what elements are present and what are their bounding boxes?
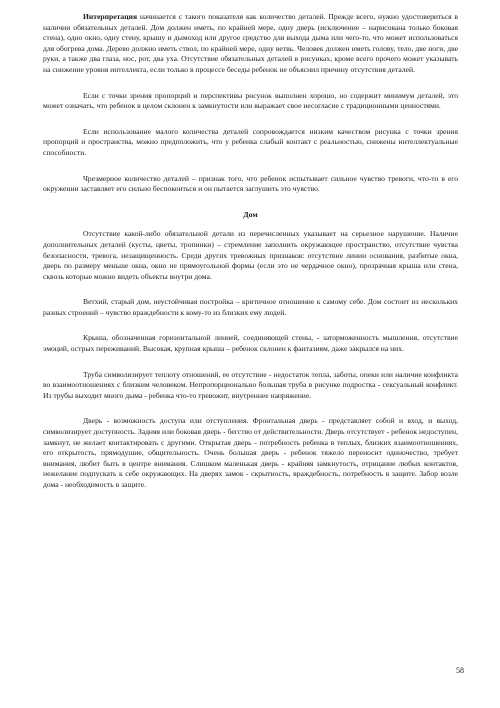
house-paragraph-old-house: Ветхий, старый дом, неустойчивая постройка – критичное отношение к самому себе. Дом состоит из нескольких разных строений – чувство враждебности к кому-то из близких ему людей.: [43, 297, 458, 317]
house-paragraph-chimney: Труба символизирует теплоту отношений, ее отсутствие - недостаток тепла, заботы, опеки или наличие конфликта во взаимоотношениях с близким человеком. Непропорционально большая труба в рисунке подростка - сексуальный конфликт. Из трубы выходит много дыма - ребенка что-то тревожит, внутреннее напряжение.: [43, 369, 458, 400]
paragraph-few-details: Если с точки зрения пропорций и перспективы рисунок выполнен хорошо, но содержит минимум деталей, это может означать, что ребенок в целом склонен к замкнутости или выражает свое несогласие с традиционными ценностями.: [43, 90, 458, 111]
page-number: 58: [456, 666, 464, 675]
intro-paragraph: [43, 12, 458, 76]
paragraph-low-quality: Если использование малого количества деталей сопровождается низким качеством рисунка с точки зрения пропорций и пространства, можно предположить, что у ребенка слабый контакт с реальностью, снижены интеллектуальные способности.: [43, 126, 458, 157]
paragraph-excess-details: Чрезмерное количество деталей – признак того, что ребенок испытывает сильное чувство тревоги, что-то в его окружении заставляет его сильно беспокоиться и он пытается заглушить это чувство.: [43, 173, 458, 194]
interpretation-term: Интерпретация: [83, 12, 138, 21]
house-paragraph-missing-details: Отсутствие какой-либо обязательной детали из перечисленных указывает на серьезное нарушение. Наличие дополнительных деталей (кусты, цветы, тропинки) – стремление заполнить окружающее пространство, отсутствие чувства безопасности, тревога, незащищенность. Среди других тревожных признаков: отсутствие линии основания, разбитые окна, дверь по размеру меньше окна, окно не прямоугольной формы (если это не чердачное окно), прозрачная крыша или стена, сквозь которые можно видеть объекты внутри дома.: [43, 229, 458, 281]
house-paragraph-roof: Крыша, обозначенная горизонтальной линией, соединяющей стены, - заторможенность мышления, отсутствие эмоций, острых переживаний. Высокая, крупная крыша – ребенок склонен к фантазиям, даже закрылся на них.: [43, 333, 458, 354]
house-paragraph-door: Дверь - возможность доступа или отступления. Фронтальная дверь - представляет собой и вход, и выход, символизирует доступность. Задняя или боковая дверь - бегство от действительности. Дверь отсутствует - ребенок недоступен, замкнут, не желает контактировать с другими. Открытая дверь - потребность ребенка в теплых, близких взаимоотношениях, его открытость, прямодушие, общительность. Очень большая дверь - ребенок тяжело переносит одиночество, требует внимания, любит быть в центре внимания. Слишком маленькая дверь - крайняя замкнутость, отрицание любых контактов, нежелание подпускать к себе окружающих. На дверях замок - скрытность, враждебность, потребность в защите. Забор возле дома - необходимость в защите.: [43, 416, 458, 489]
section-heading-house: Дом: [243, 209, 258, 219]
intro-text: начинается с такого показателя как количество деталей. Прежде всего, нужно удостовериться в наличии обязательных деталей. Дом должен иметь, по крайней мере, одну дверь (исключение – нарисована только боковая стена), одно окно, одну стену, крышу и дымоход или другое средство для выхода дыма или чего-то, что может использоваться для обогрева дома. Дерево должно иметь ствол, по крайней мере, одну ветвь. Человек должен иметь голову, тело, две ноги, две руки, а также два глаза, нос, рот, два уха. Отсутствие обязательных деталей в рисунках, кроме всего прочего может указывать на снижение уровня интеллекта, если только в процессе беседы ребенок не объяснил причину отсутствия деталей.: [43, 12, 458, 74]
